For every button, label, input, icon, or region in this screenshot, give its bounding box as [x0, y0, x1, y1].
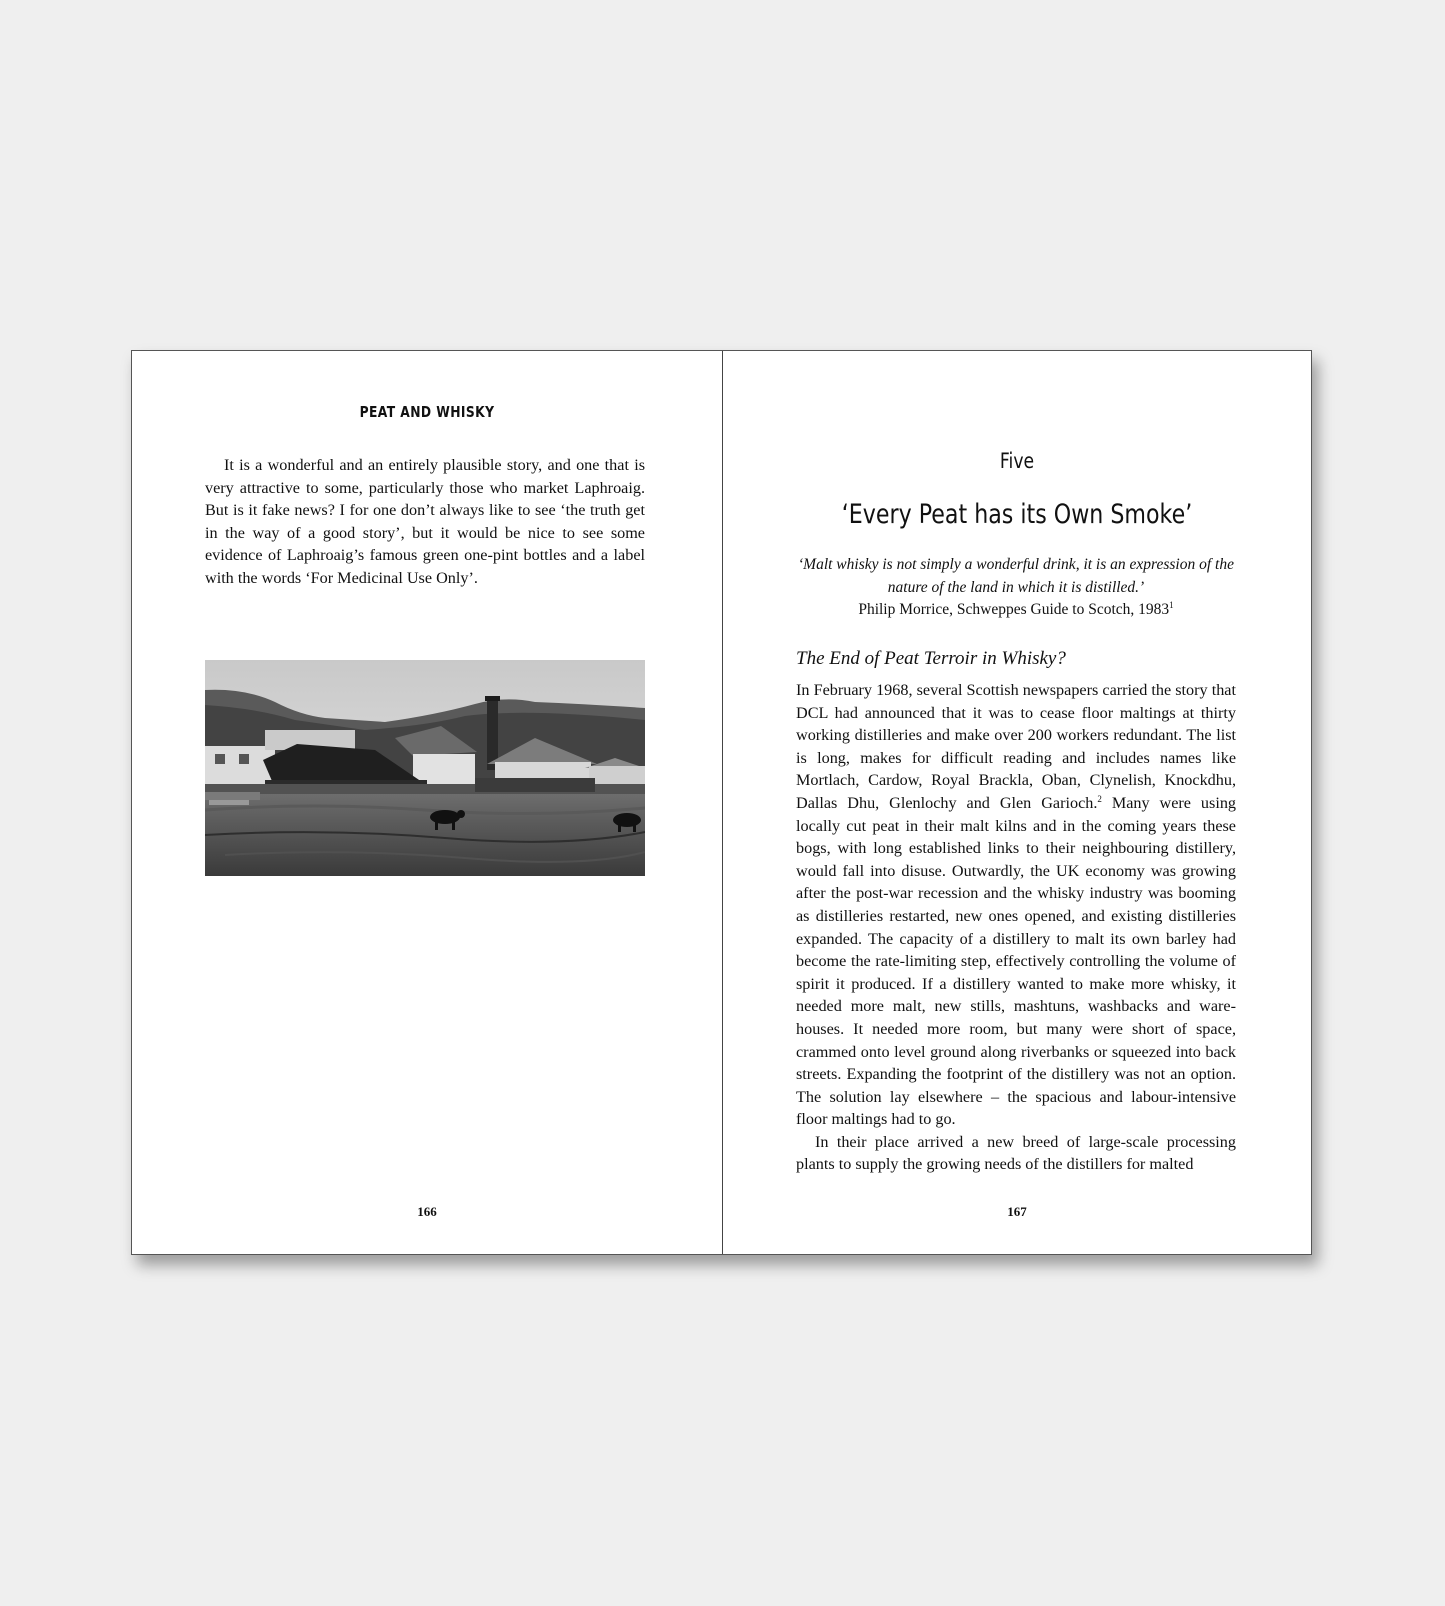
paragraph-1-part-a: In February 1968, several Scottish newspapers carried the story that DCL had announced that it was to cease floor maltings at thirty working distilleries and make over 200 workers redundant. The list is long, makes for difficult reading and includes names like Mortlach, Cardow, Royal Brackla, Oban, Clynelish, Knockdhu, Dallas Dhu, Glenlochy and Glen Garioch.: [796, 681, 1236, 812]
footnote-marker: 2: [1097, 793, 1102, 804]
left-body-text: [205, 454, 645, 590]
running-head: PEAT AND WHISKY: [359, 403, 495, 421]
epigraph: [786, 554, 1246, 622]
distillery-photo-illustration: [205, 660, 645, 876]
page-number-left: 166: [417, 1204, 437, 1219]
epigraph-quote: ‘Malt whisky is not simply a wonderful drink, it is an expression of the nature of the land in which it is distilled.’: [798, 556, 1234, 596]
right-body-text: [796, 679, 1236, 1176]
right-page: [723, 351, 1311, 1254]
chapter-number: Five: [999, 449, 1035, 473]
book-spread: [131, 350, 1312, 1255]
left-page: [132, 351, 723, 1254]
right-paragraph-2: In their place arrived a new breed of large-scale processing plants to supply the growing needs of the distillers for malted: [796, 1132, 1236, 1174]
paragraph-1-part-b: Many were using locally cut peat in their malt kilns and in the coming years these bogs, with long established links to their neighbouring distillery, would fall into disuse. Outwardly, the UK economy was growing after the post-war recession and the whisky industry was booming as distilleries restarted, new ones opened, and existing distilleries expanded. The capacity of a distillery to malt its own barley had become the rate-limiting step, effectively controlling the volume of spirit it produced. If a distillery wanted to make more whisky, it needed more malt, new stills, mashtuns, washbacks and ware-houses. It needed more room, but many were short of space, crammed onto level ground along riverbanks or squeezed into back streets. Expanding the footprint of the distillery was not an option. The solution lay elsewhere – the spacious and labour-intensive floor maltings had to go.: [796, 793, 1237, 1129]
epigraph-source: Philip Morrice, Schweppes Guide to Scotch, 1983: [858, 601, 1170, 619]
left-paragraph: It is a wonderful and an entirely plausible story, and one that is very attractive to some, particularly those who market Laphroaig. But is it fake news? I for one don’t always like to see ‘the truth get in the way of a good story’, but it would be nice to see some evidence of Laphroaig’s famous green one-pint bottles and a label with the words ‘For Medicinal Use Only’.: [205, 456, 645, 587]
epigraph-source-line: [786, 599, 1246, 622]
page-number-right: 167: [1007, 1204, 1027, 1219]
section-heading: The End of Peat Terroir in Whisky?: [796, 648, 1066, 669]
distillery-photo: [205, 660, 645, 876]
footnote-marker: 1: [1169, 600, 1174, 611]
chapter-title: ‘Every Peat has its Own Smoke’: [841, 499, 1193, 530]
right-paragraph-1: [796, 679, 1236, 1131]
